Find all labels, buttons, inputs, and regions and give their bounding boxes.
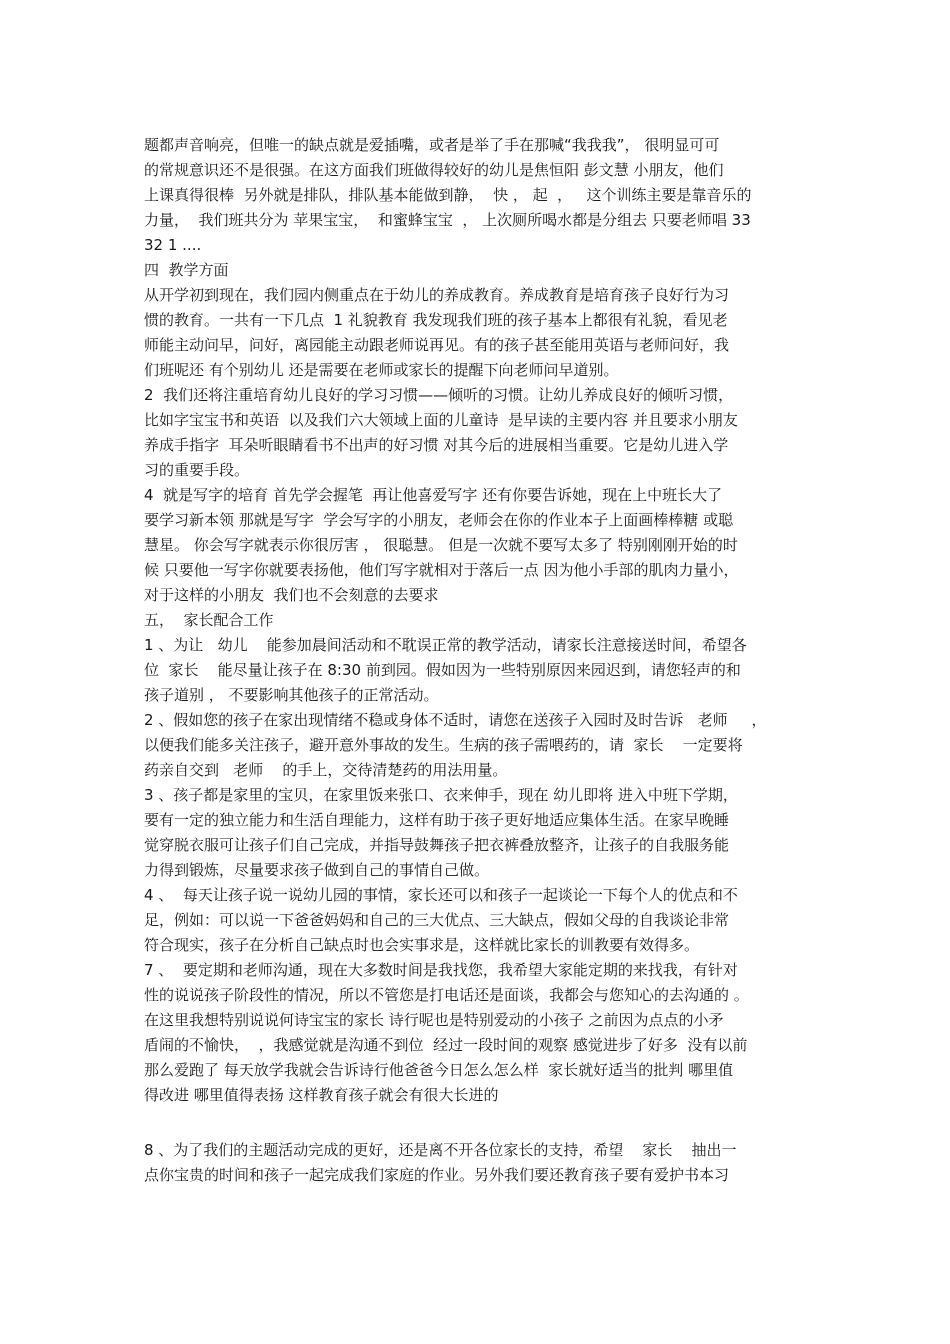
text-line: 比如字宝宝书和英语 以及我们六大领域上面的儿童诗 是早读的主要内容 并且要求小朋友 xyxy=(144,411,738,429)
text-line: 候 只要他一写字你就要表扬他，他们写字就相对于落后一点 因为他小手部的肌肉力量小， xyxy=(144,561,739,579)
text-line: 7 、 要定期和老师沟通，现在大多数时间是我找您，我希望大家能定期的来找我，有针对 xyxy=(144,961,738,979)
text-line: 在这里我想特别说说何诗宝宝的家长 诗行呢也是特别爱动的小孩子 之前因为点点的小矛 xyxy=(144,1011,724,1029)
text-line: 8 、为了我们的主题活动完成的更好，还是离不开各位家长的支持，希望 家长 抽出一 xyxy=(144,1141,737,1159)
text-line: 2 、假如您的孩子在家出现情绪不稳或身体不适时，请您在送孩子入园时及时告诉 老师 ， xyxy=(144,711,767,729)
text-line: 孩子道别 ， 不要影响其他孩子的正常活动。 xyxy=(144,686,439,704)
text-line: 点你宝贵的时间和孩子一起完成我们家庭的作业。另外我们要还教育孩子要有爱护书本习 xyxy=(144,1166,730,1184)
text-line: 惯的教育。一共有一下几点 1 礼貌教育 我发现我们班的孩子基本上都很有礼貌，看见老 xyxy=(144,311,728,329)
text-line: 要有一定的独立能力和生活自理能力，这样有助于孩子更好地适应集体生活。在家早晚睡 xyxy=(144,811,730,829)
text-line: 4 、 每天让孩子说一说幼儿园的事情，家长还可以和孩子一起谈论一下每个人的优点和不 xyxy=(144,886,738,904)
text-line: 得改进 哪里值得表扬 这样教育孩子就会有很大长进的 xyxy=(144,1086,499,1104)
text-line: 位 家长 能尽量让孩子在 8:30 前到园。假如因为一些特别原因来园迟到，请您轻声的和 xyxy=(144,661,741,679)
text-line: 3 、孩子都是家里的宝贝，在家里饭来张口、衣来伸手，现在 幼儿即将 进入中班下学期， xyxy=(144,786,738,804)
text-line: 足，例如：可以说一下爸爸妈妈和自己的三大优点、三大缺点，假如父母的自我谈论非常 xyxy=(144,911,730,929)
text-line: 32 1 .... xyxy=(144,236,202,254)
text-line: 的常规意识还不是很强。在这方面我们班做得较好的幼儿是焦恒阳 彭文慧 小朋友，他们 xyxy=(144,161,724,179)
text-line: 符合现实，孩子在分析自己缺点时也会实事求是，这样就比家长的训教要有效得多。 xyxy=(144,936,700,954)
text-line: 慧星。 你会写字就表示你很厉害 ， 很聪慧。 但是一次就不要写太多了 特别刚刚开始的时 xyxy=(144,536,738,554)
text-line: 4 就是写字的培育 首先学会握笔 再让他喜爱写字 还有你要告诉她，现在上中班长大了 xyxy=(144,486,723,504)
text-line: 2 我们还将注重培育幼儿良好的学习习惯——倾听的习惯。让幼儿养成良好的倾听习惯， xyxy=(144,386,734,404)
text-line: 师能主动问早，问好，离园能主动跟老师说再见。有的孩子甚至能用英语与老师问好，我 xyxy=(144,336,730,354)
text-line: 四 教学方面 xyxy=(144,261,229,279)
text-line: 养成手指字 耳朵听眼睛看书不出声的好习惯 对其今后的进展相当重要。它是幼儿进入学 xyxy=(144,436,729,454)
text-line: 们班呢还 有个别幼儿 还是需要在老师或家长的提醒下向老师问早道别。 xyxy=(144,361,619,379)
text-block-main xyxy=(144,133,812,1108)
text-line: 1 、为让 幼儿 能参加晨间活动和不耽误正常的教学活动，请家长注意接送时间，希望各 xyxy=(144,636,747,654)
text-line: 性的说说孩子阶段性的情况，所以不管您是打电话还是面谈，我都会与您知心的去沟通的 。 xyxy=(144,986,749,1004)
text-line: 盾闹的不愉快， ，我感觉就是沟通不到位 经过一段时间的观察 感觉进步了好多 没有以前 xyxy=(144,1036,748,1054)
text-line: 题都声音响亮，但唯一的缺点就是爱插嘴，或者是举了手在那喊“我我我”， 很明显可可 xyxy=(144,136,720,154)
text-line: 觉穿脱衣服可让孩子们自己完成，并指导鼓舞孩子把衣裤叠放整齐，让孩子的自我服务能 xyxy=(144,836,730,854)
text-line: 要学习新本领 那就是写字 学会写字的小朋友，老师会在你的作业本子上面画棒棒糖 或聪 xyxy=(144,511,734,529)
text-line: 上课真得很棒 另外就是排队，排队基本能做到静， 快 ， 起 ， 这个训练主要是靠音乐的 xyxy=(144,186,752,204)
document-body xyxy=(144,133,812,1188)
text-block-section-8 xyxy=(144,1138,812,1188)
text-line: 习的重要手段。 xyxy=(144,461,250,479)
text-line: 五， 家长配合工作 xyxy=(144,611,274,629)
paragraph-gap xyxy=(144,1108,812,1138)
text-line: 力量， 我们班共分为 苹果宝宝， 和蜜蜂宝宝 ， 上次厕所喝水都是分组去 只要老师唱 33 xyxy=(144,211,751,229)
text-line: 以便我们能多关注孩子，避开意外事故的发生。生病的孩子需喂药的，请 家长 一定要将 xyxy=(144,736,743,754)
text-line: 对于这样的小朋友 我们也不会刻意的去要求 xyxy=(144,586,439,604)
text-line: 从开学初到现在，我们园内侧重点在于幼儿的养成教育。养成教育是培育孩子良好行为习 xyxy=(144,286,730,304)
text-line: 那么爱跑了 每天放学我就会告诉诗行他爸爸今日怎么怎么样 家长就好适当的批判 哪里值 xyxy=(144,1061,734,1079)
text-line: 药亲自交到 老师 的手上，交待清楚药的用法用量。 xyxy=(144,761,508,779)
text-line: 力得到锻炼，尽量要求孩子做到自己的事情自己做。 xyxy=(144,861,490,879)
